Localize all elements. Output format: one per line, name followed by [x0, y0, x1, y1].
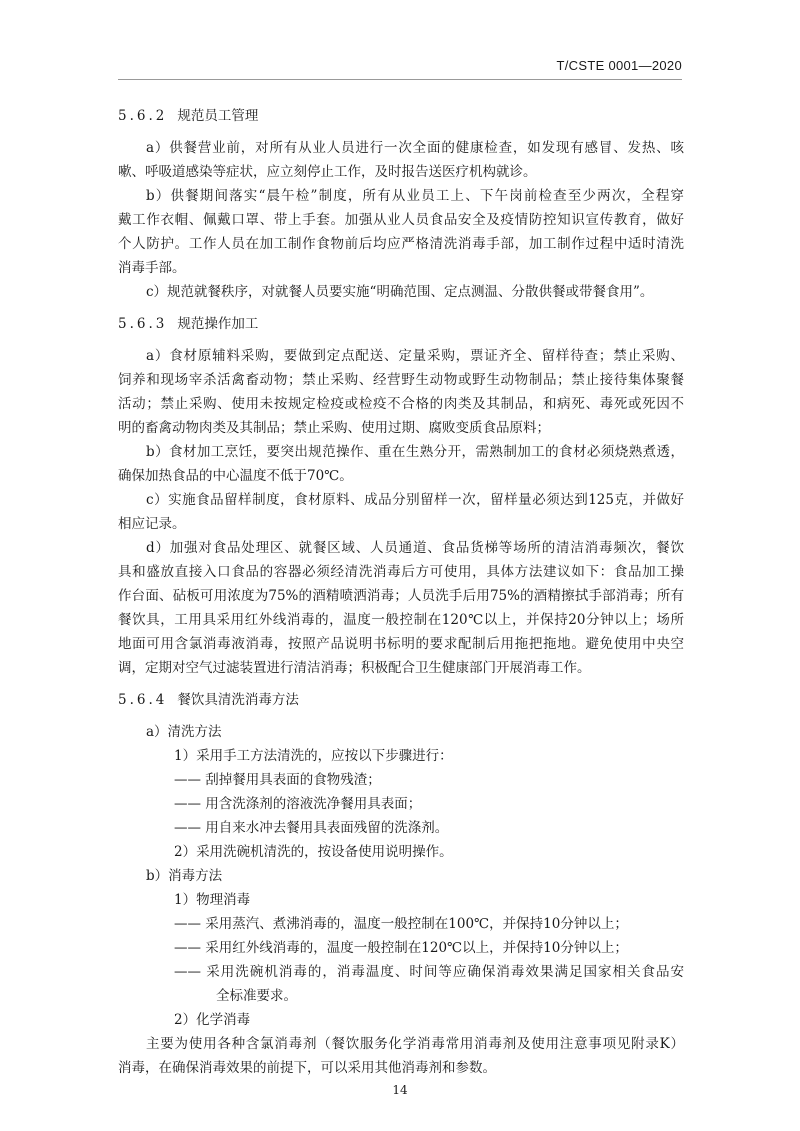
paragraph-line: 作台面、砧板可用浓度为75%的酒精喷洒消毒；人员洗手后用75%的酒精擦拭手部消毒；所有 [118, 588, 684, 604]
paragraph-line: a）食材原辅料采购，要做到定点配送、定量采购，票证齐全、留样待查；禁止采购、 [146, 348, 684, 364]
paragraph-line: d）加强对食品处理区、就餐区域、人员通道、食品货梯等场所的清洁消毒频次，餐饮 [146, 540, 684, 556]
list-item: b）消毒方法 [146, 868, 223, 884]
paragraph-line: b）食材加工烹饪，要突出规范操作、重在生熟分开，需熟制加工的食材必须烧熟煮透， [146, 444, 684, 460]
section-title: 规范操作加工 [177, 316, 259, 332]
list-item: —— 刮掉餐用具表面的食物残渣； [174, 772, 381, 788]
paragraph-line: c）规范就餐秩序，对就餐人员要实施“明确范围、定点测温、分散供餐或带餐食用”。 [146, 284, 654, 300]
section-number: 5.6.3 [118, 316, 168, 332]
list-item: —— 用含洗涤剂的溶液洗净餐用具表面； [174, 796, 422, 812]
paragraph-line: b）供餐期间落实“晨午检”制度，所有从业员工上、下午岗前检查至少两次，全程穿 [146, 188, 684, 204]
section-number: 5.6.2 [118, 108, 168, 124]
list-item: a）清洗方法 [146, 724, 222, 740]
paragraph-line: 具和盛放直接入口食品的容器必须经清洗消毒后方可使用，具体方法建议如下：食品加工操 [118, 564, 684, 580]
list-item: 1）采用手工方法清洗的，应按以下步骤进行： [174, 748, 453, 764]
section-heading-5-6-3 [118, 314, 684, 334]
section-heading-5-6-2 [118, 106, 684, 126]
paragraph-line: c）实施食品留样制度，食材原料、成品分别留样一次，留样量必须达到125克，并做好 [146, 492, 684, 508]
list-item: —— 采用红外线消毒的，温度一般控制在120℃以上，并保持10分钟以上； [174, 940, 628, 956]
paragraph-line: 调，定期对空气过滤装置进行清洁消毒；积极配合卫生健康部门开展消毒工作。 [118, 660, 591, 676]
paragraph-line: 确保加热食品的中心温度不低于70℃。 [118, 468, 353, 484]
paragraph-line: 嗽、呼吸道感染等症状，应立刻停止工作，及时报告送医疗机构就诊。 [118, 164, 537, 180]
section-title: 规范员工管理 [177, 108, 259, 124]
paragraph-line: 戴工作衣帽、佩戴口罩、带上手套。加强从业人员食品安全及疫情防控知识宣传教育，做好 [118, 212, 684, 228]
paragraph-line: 饲养和现场宰杀活禽畜动物；禁止采购、经营野生动物或野生动物制品；禁止接待集体聚餐 [118, 372, 684, 388]
paragraph-line: 地面可用含氯消毒液消毒，按照产品说明书标明的要求配制后用拖把拖地。避免使用中央空 [118, 636, 684, 652]
list-item: 1）物理消毒 [174, 892, 251, 908]
document-code: T/CSTE 0001—2020 [556, 58, 682, 73]
paragraph-line: 主要为使用各种含氯消毒剂（餐饮服务化学消毒常用消毒剂及使用注意事项见附录K） [146, 1036, 684, 1052]
paragraph-line: 活动；禁止采购、使用未按规定检疫或检疫不合格的肉类及其制品，和病死、毒死或死因不 [118, 396, 684, 412]
list-item: —— 用自来水冲去餐用具表面残留的洗涤剂。 [174, 820, 449, 836]
section-title: 餐饮具清洗消毒方法 [177, 692, 299, 708]
list-item: —— 采用蒸汽、煮沸消毒的，温度一般控制在100℃，并保持10分钟以上； [174, 916, 628, 932]
paragraph-line: 消毒手部。 [118, 260, 186, 276]
page-number: 14 [392, 1083, 408, 1097]
paragraph-line: 明的畜禽动物肉类及其制品；禁止采购、使用过期、腐败变质食品原料； [118, 420, 550, 436]
paragraph-line: 消毒，在确保消毒效果的前提下，可以采用其他消毒剂和参数。 [118, 1060, 496, 1076]
paragraph-line: 餐饮具，工用具采用红外线消毒的，温度一般控制在120℃以上，并保持20分钟以上；场所 [118, 612, 684, 628]
section-heading-5-6-4 [118, 690, 684, 710]
list-item: 全标准要求。 [216, 988, 297, 1004]
section-number: 5.6.4 [118, 692, 168, 708]
list-item: —— 采用洗碗机消毒的，消毒温度、时间等应确保消毒效果满足国家相关食品安 [174, 964, 684, 980]
paragraph-line: a）供餐营业前，对所有从业人员进行一次全面的健康检查，如发现有感冒、发热、咳 [146, 140, 684, 156]
paragraph-line: 个人防护。工作人员在加工制作食物前后均应严格清洗消毒手部，加工制作过程中适时清洗 [118, 236, 684, 252]
header-rule [118, 79, 682, 80]
list-item: 2）采用洗碗机清洗的，按设备使用说明操作。 [174, 844, 453, 860]
paragraph-line: 相应记录。 [118, 516, 186, 532]
list-item: 2）化学消毒 [174, 1012, 251, 1028]
